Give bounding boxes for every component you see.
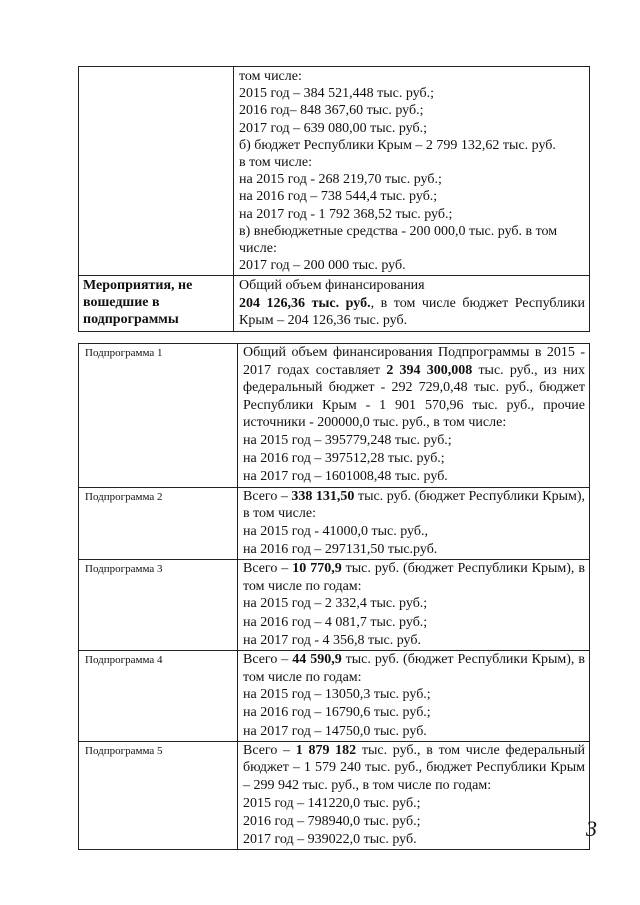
text-line: 2016 год– 848 367,60 тыс. руб.; [239,103,424,119]
total-amount: 2 394 300,008 [386,362,473,378]
summary-text: Общий объем финансирования Подпрограммы в 2015 - 2017 годах составляет [243,345,585,378]
year-line: на 2015 год – 13050,3 тыс. руб.; [243,687,431,703]
text-line: б) бюджет Республики Крым – 2 799 132,62 тыс. руб. [239,137,556,153]
text-line: 2017 год – 639 080,00 тыс. руб.; [239,120,427,136]
summary-text: Всего – [243,651,293,667]
summary-text: Всего – [243,488,292,504]
text-line: на 2015 год - 268 219,70 тыс. руб.; [239,172,442,188]
events-label: Мероприятия, не вошедшие в подпрограммы [79,276,234,331]
year-line: на 2016 год – 397512,28 тыс. руб.; [243,451,445,467]
summary-text: тыс. руб. (бюджет Республики Крым), в том числе по годам: [243,651,585,685]
text-line: в) внебюджетные средства - 200 000,0 тыс. руб. в том [239,223,558,239]
year-line: на 2015 год – 395779,248 тыс. руб.; [243,432,452,448]
year-line: на 2016 год – 297131,50 тыс.руб. [243,541,438,557]
total-amount: 10 770,9 [292,561,342,577]
subprogram-name: Подпрограмма 1 [79,344,238,488]
year-line: на 2015 год - 41000,0 тыс. руб., [243,523,428,539]
summary-text: тыс. руб., в том числе федеральный бюджет – 1 579 240 тыс. руб., бюджет Республики Крым – 299 942 тыс. руб., в том числе по годам: [243,742,585,793]
events-cell [234,276,590,331]
text-line: в том числе: [239,155,312,171]
year-line: 2015 год – 141220,0 тыс. руб.; [243,795,421,811]
subprogram-name: Подпрограмма 3 [79,560,238,651]
year-line: на 2017 год - 4 356,8 тыс. руб. [243,632,421,648]
total-amount: 338 131,50 [291,488,355,504]
table-row [79,560,590,651]
year-line: на 2016 год – 4 081,7 тыс. руб.; [243,614,428,630]
subprogram-summary [243,742,585,795]
year-line: 2017 год – 939022,0 тыс. руб. [243,831,417,847]
text-line: числе: [239,241,277,257]
total-amount: 1 879 182 [295,742,357,758]
table-row [79,487,590,560]
subprogram-name: Подпрограмма 4 [79,650,238,741]
table-row [79,741,590,849]
text-line: том числе: [239,69,302,84]
summary-text: тыс. руб. (бюджет Республики Крым), в том числе: [243,488,586,522]
subprogram-name: Подпрограмма 5 [79,741,238,849]
subprogram-description [238,487,590,560]
subprogram-summary [243,488,585,523]
year-line: на 2016 год – 16790,6 тыс. руб.; [243,705,431,721]
subprogram-description [238,344,590,488]
empty-cell [79,67,234,276]
text-line: 2017 год – 200 000 тыс. руб. [239,258,406,274]
summary-text: Всего – [243,561,293,577]
text-line: 2015 год – 384 521,448 тыс. руб.; [239,86,434,102]
year-line: на 2017 год – 14750,0 тыс. руб. [243,723,427,739]
subprogram-description [238,650,590,741]
events-rest: , в том числе бюджет Республики Крым – 204 126,36 тыс. руб. [239,295,585,329]
events-amount: 204 126,36 тыс. руб. [239,295,371,311]
text-line: на 2017 год - 1 792 368,52 тыс. руб.; [239,206,453,222]
total-amount: 44 590,9 [292,651,342,667]
table-row [79,344,590,488]
subprogram-summary [243,344,585,432]
subprogram-summary [243,560,585,595]
table-row [79,276,590,331]
year-line: на 2017 год – 1601008,48 тыс. руб. [243,469,448,485]
subprogram-summary [243,651,585,686]
table-row [79,650,590,741]
table-row [79,67,590,276]
subprogram-description [238,560,590,651]
summary-text: тыс. руб. (бюджет Республики Крым), в том числе по годам: [243,561,585,594]
summary-text: тыс. руб., из них федеральный бюджет - 292 729,0,48 тыс. руб., бюджет Республики Крым - 1 901 570,96 тыс. руб., прочие источники - 200000,0 тыс. руб., в том числе: [243,362,586,431]
events-intro: Общий объем финансирования [239,278,425,294]
summary-text: Всего – [243,742,296,758]
subprogram-name: Подпрограмма 2 [79,487,238,560]
text-line: на 2016 год – 738 544,4 тыс. руб.; [239,189,438,205]
year-line: 2016 год – 798940,0 тыс. руб.; [243,813,421,829]
continuation-cell [234,67,590,276]
subprograms-table [78,343,590,850]
events-amount-text [239,295,585,330]
funding-table-top [78,66,590,332]
year-line: на 2015 год – 2 332,4 тыс. руб.; [243,596,428,612]
page-number: 3 [586,816,597,841]
subprogram-description [238,741,590,849]
